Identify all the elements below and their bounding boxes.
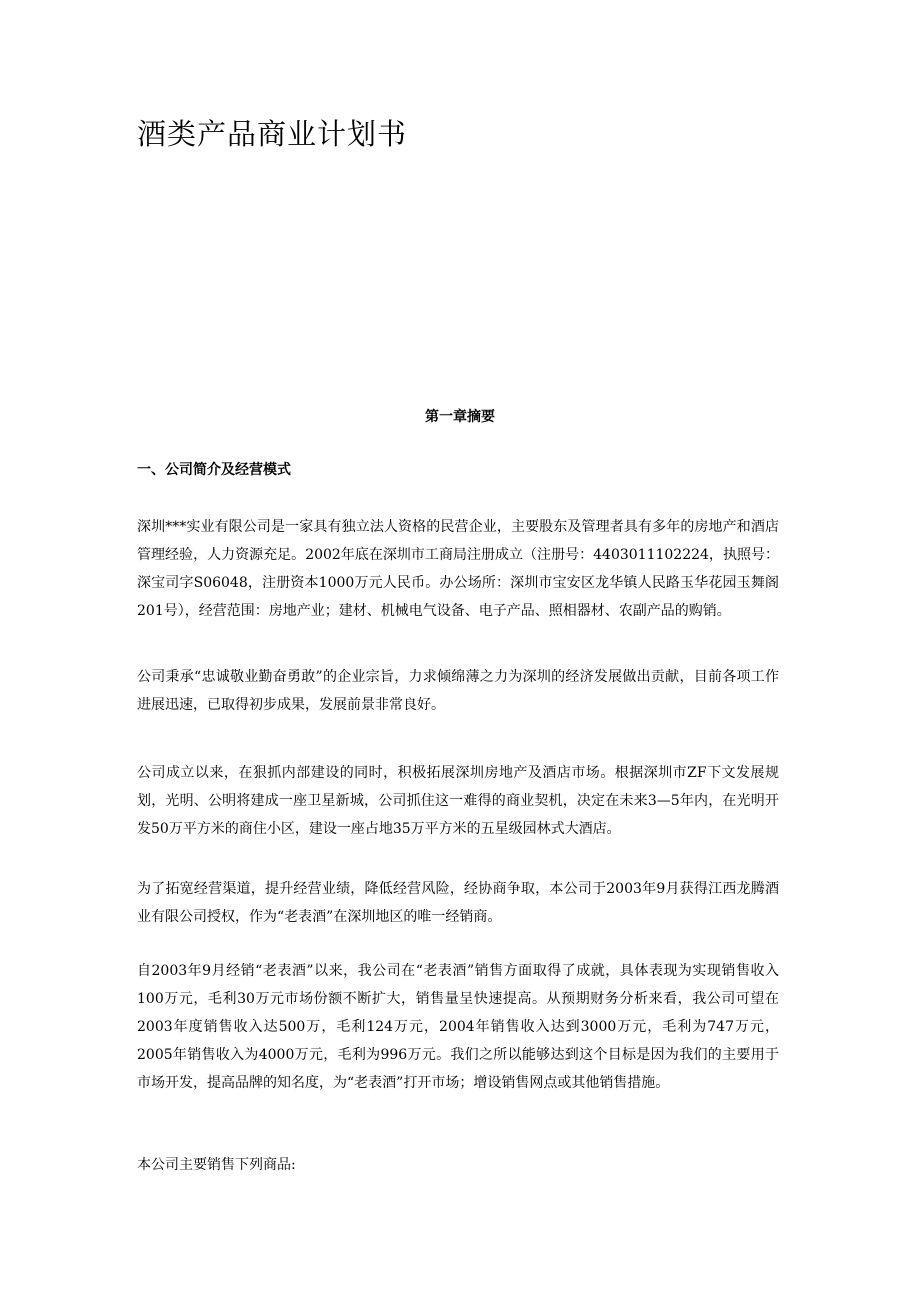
paragraph-company-development: 公司成立以来，在狠抓内部建设的同时，积极拓展深圳房地产及酒店市场。根据深圳市ZF下文发展规划，光明、公明将建成一座卫星新城，公司抓住这一难得的商业契机，决定在未来3—5年内，在光明开发50万平方米的商住小区，建设一座占地35万平方米的五星级园林式大酒店。 xyxy=(137,765,779,837)
chapter-title: 第一章摘要 xyxy=(425,409,495,425)
paragraph-products-intro: 本公司主要销售下列商品: xyxy=(137,1157,296,1173)
paragraph-distribution-rights: 为了拓宽经营渠道，提升经营业绩，降低经营风险，经协商争取，本公司于2003年9月获得江西龙腾酒业有限公司授权，作为“老表酒”在深圳地区的唯一经销商。 xyxy=(137,881,779,925)
paragraph-company-mission: 公司秉承“忠诚敬业勤奋勇敢”的企业宗旨，力求倾绵薄之力为深圳的经济发展做出贡献，目前各项工作进展迅速，已取得初步成果，发展前景非常良好。 xyxy=(137,669,779,713)
paragraph-company-intro: 深圳***实业有限公司是一家具有独立法人资格的民营企业，主要股东及管理者具有多年的房地产和酒店管理经验，人力资源充足。2002年底在深圳市工商局注册成立（注册号：4403011102224，执照号：深宝司字S06048，注册资本1000万元人民币。办公场所：深圳市宝安区龙华镇人民路玉华花园玉舞阁201号），经营范围：房地产业；建材、机械电气设备、电子产品、照相器材、农副产品的购销。 xyxy=(137,519,779,619)
section-heading: 一、公司简介及经营模式 xyxy=(137,462,291,478)
paragraph-sales-results: 自2003年9月经销“老表酒”以来，我公司在“老表酒”销售方面取得了成就，具体表现为实现销售收入100万元，毛利30万元市场份额不断扩大，销售量呈快速提高。从预期财务分析来看，我公司可望在2003年度销售收入达500万，毛利124万元，2004年销售收入达到3000万元，毛利为747万元，2005年销售收入为4000万元，毛利为996万元。我们之所以能够达到这个目标是因为我们的主要用于市场开发，提高品牌的知名度，为“老表酒”打开市场；增设销售网点或其他销售措施。 xyxy=(137,963,779,1091)
document-title: 酒类产品商业计划书 xyxy=(137,117,408,151)
